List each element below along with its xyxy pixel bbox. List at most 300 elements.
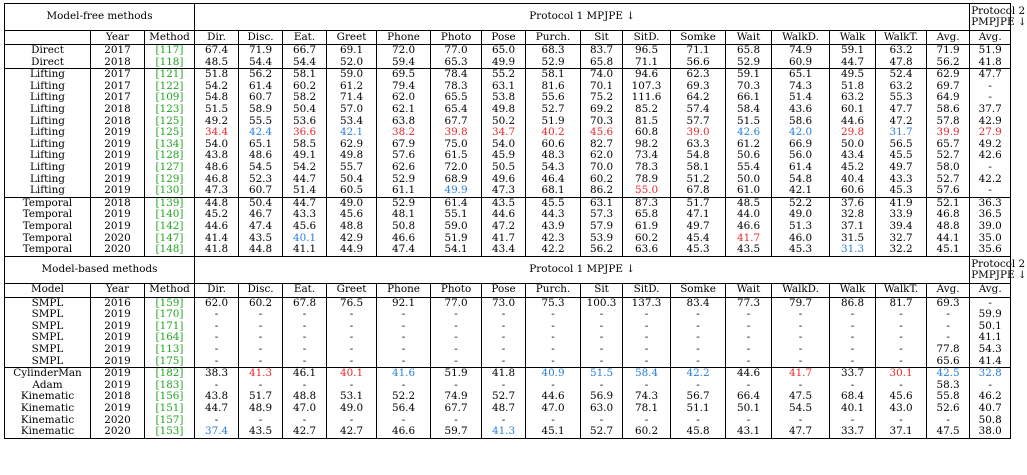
value-cell: 69.3 bbox=[927, 297, 970, 309]
year-cell: 2019 bbox=[91, 174, 145, 186]
value-cell: 72.0 bbox=[377, 45, 431, 57]
model-cell: Lifting bbox=[5, 69, 91, 81]
value-cell: 45.3 bbox=[671, 244, 726, 256]
year-cell: 2019 bbox=[91, 309, 145, 321]
table-row bbox=[5, 403, 1011, 415]
year-cell: 2018 bbox=[91, 116, 145, 128]
value-cell: 62.9 bbox=[927, 69, 970, 81]
value-cell: 56.6 bbox=[671, 57, 726, 69]
value-cell: 41.8 bbox=[970, 57, 1011, 69]
value-cell: 74.9 bbox=[431, 391, 482, 403]
value-cell: - bbox=[327, 344, 377, 356]
value-cell: - bbox=[377, 380, 431, 392]
value-cell: 73.0 bbox=[482, 297, 526, 309]
value-cell: - bbox=[623, 356, 671, 368]
value-cell: - bbox=[876, 380, 927, 392]
model-cell: Lifting bbox=[5, 127, 91, 139]
column-header: Disc. bbox=[239, 283, 283, 297]
citation-cell: [142] bbox=[145, 221, 195, 233]
value-cell: 65.8 bbox=[581, 57, 623, 69]
value-cell: 48.1 bbox=[377, 209, 431, 221]
value-cell: - bbox=[927, 321, 970, 333]
model-cell: Lifting bbox=[5, 185, 91, 197]
value-cell: 46.2 bbox=[970, 391, 1011, 403]
year-cell: 2017 bbox=[91, 45, 145, 57]
value-cell: 37.1 bbox=[876, 426, 927, 438]
value-cell: 60.6 bbox=[830, 185, 876, 197]
citation-cell: [140] bbox=[145, 209, 195, 221]
value-cell: 50.6 bbox=[726, 150, 772, 162]
citation-cell: [129] bbox=[145, 174, 195, 186]
value-cell: 52.0 bbox=[327, 57, 377, 69]
column-header: Avg. bbox=[970, 283, 1011, 297]
value-cell: 78.9 bbox=[623, 174, 671, 186]
value-cell: 43.3 bbox=[876, 174, 927, 186]
value-cell: - bbox=[482, 356, 526, 368]
value-cell: - bbox=[772, 309, 830, 321]
value-cell: 45.5 bbox=[526, 197, 581, 209]
value-cell: 52.7 bbox=[482, 391, 526, 403]
value-cell: 70.3 bbox=[581, 116, 623, 128]
section-title: Model-free methods bbox=[5, 4, 195, 31]
value-cell: 58.1 bbox=[526, 69, 581, 81]
value-cell: 68.3 bbox=[526, 45, 581, 57]
value-cell: 36.5 bbox=[970, 209, 1011, 221]
value-cell: 46.1 bbox=[283, 368, 327, 380]
value-cell: - bbox=[671, 380, 726, 392]
value-cell: 49.1 bbox=[283, 150, 327, 162]
value-cell: 41.6 bbox=[377, 368, 431, 380]
model-cell: Temporal bbox=[5, 244, 91, 256]
value-cell: 51.9 bbox=[431, 233, 482, 245]
value-cell: 57.0 bbox=[327, 104, 377, 116]
value-cell: - bbox=[377, 415, 431, 427]
value-cell: 32.7 bbox=[876, 233, 927, 245]
value-cell: 59.9 bbox=[970, 309, 1011, 321]
value-cell: - bbox=[772, 356, 830, 368]
value-cell: - bbox=[482, 344, 526, 356]
column-header: WalkT. bbox=[876, 31, 927, 45]
value-cell: 55.3 bbox=[876, 92, 927, 104]
value-cell: 44.7 bbox=[830, 57, 876, 69]
column-header: Disc. bbox=[239, 31, 283, 45]
citation-cell: [153] bbox=[145, 426, 195, 438]
value-cell: - bbox=[327, 309, 377, 321]
model-cell: Lifting bbox=[5, 81, 91, 93]
value-cell: - bbox=[623, 332, 671, 344]
value-cell: 54.0 bbox=[195, 139, 239, 151]
column-header-empty bbox=[5, 31, 91, 45]
value-cell: 50.4 bbox=[239, 197, 283, 209]
value-cell: 53.9 bbox=[581, 233, 623, 245]
citation-cell: [125] bbox=[145, 116, 195, 128]
value-cell: 43.1 bbox=[726, 426, 772, 438]
value-cell: 52.7 bbox=[927, 174, 970, 186]
value-cell: 48.6 bbox=[195, 162, 239, 174]
value-cell: 47.0 bbox=[283, 403, 327, 415]
value-cell: 43.5 bbox=[726, 244, 772, 256]
value-cell: 41.7 bbox=[726, 233, 772, 245]
value-cell: 31.7 bbox=[876, 127, 927, 139]
column-header: Purch. bbox=[526, 283, 581, 297]
value-cell: 50.5 bbox=[482, 162, 526, 174]
value-cell: 44.3 bbox=[526, 209, 581, 221]
value-cell: 32.2 bbox=[876, 244, 927, 256]
value-cell: - bbox=[239, 321, 283, 333]
table-row bbox=[5, 426, 1011, 438]
value-cell: 47.0 bbox=[526, 403, 581, 415]
value-cell: 32.8 bbox=[970, 368, 1011, 380]
value-cell: 41.7 bbox=[772, 368, 830, 380]
value-cell: 58.0 bbox=[927, 162, 970, 174]
value-cell: - bbox=[623, 344, 671, 356]
value-cell: 51.3 bbox=[772, 221, 830, 233]
value-cell: - bbox=[623, 321, 671, 333]
value-cell: 44.8 bbox=[239, 244, 283, 256]
value-cell: 48.5 bbox=[195, 57, 239, 69]
value-cell: 82.7 bbox=[581, 139, 623, 151]
value-cell: 29.8 bbox=[830, 127, 876, 139]
model-cell: Kinematic bbox=[5, 426, 91, 438]
value-cell: 44.7 bbox=[283, 174, 327, 186]
value-cell: 67.7 bbox=[431, 403, 482, 415]
value-cell: - bbox=[876, 321, 927, 333]
value-cell: 52.7 bbox=[581, 426, 623, 438]
value-cell: 65.0 bbox=[482, 45, 526, 57]
value-cell: 44.8 bbox=[195, 197, 239, 209]
value-cell: - bbox=[431, 332, 482, 344]
value-cell: - bbox=[526, 356, 581, 368]
year-cell: 2018 bbox=[91, 104, 145, 116]
value-cell: 60.2 bbox=[239, 297, 283, 309]
table-row bbox=[5, 185, 1011, 197]
value-cell: 42.7 bbox=[283, 426, 327, 438]
value-cell: - bbox=[377, 332, 431, 344]
table-row bbox=[5, 104, 1011, 116]
value-cell: - bbox=[970, 297, 1011, 309]
year-cell: 2019 bbox=[91, 185, 145, 197]
value-cell: 77.3 bbox=[726, 297, 772, 309]
value-cell: - bbox=[526, 332, 581, 344]
value-cell: 54.3 bbox=[526, 162, 581, 174]
value-cell: - bbox=[283, 415, 327, 427]
value-cell: 74.3 bbox=[623, 391, 671, 403]
column-header: Greet bbox=[327, 283, 377, 297]
value-cell: - bbox=[772, 415, 830, 427]
value-cell: - bbox=[195, 332, 239, 344]
value-cell: 54.4 bbox=[239, 57, 283, 69]
year-cell: 2017 bbox=[91, 92, 145, 104]
value-cell: - bbox=[239, 309, 283, 321]
value-cell: 48.8 bbox=[327, 221, 377, 233]
value-cell: 35.6 bbox=[970, 244, 1011, 256]
value-cell: 50.4 bbox=[327, 174, 377, 186]
value-cell: - bbox=[283, 332, 327, 344]
value-cell: - bbox=[772, 332, 830, 344]
value-cell: 58.5 bbox=[283, 139, 327, 151]
value-cell: 87.3 bbox=[623, 197, 671, 209]
value-cell: 70.3 bbox=[726, 81, 772, 93]
year-cell: 2019 bbox=[91, 403, 145, 415]
model-cell: Temporal bbox=[5, 197, 91, 209]
value-cell: 44.6 bbox=[726, 368, 772, 380]
value-cell: 45.5 bbox=[876, 150, 927, 162]
value-cell: 39.0 bbox=[671, 127, 726, 139]
value-cell: 47.7 bbox=[970, 69, 1011, 81]
value-cell: 68.9 bbox=[431, 174, 482, 186]
value-cell: - bbox=[726, 309, 772, 321]
year-cell: 2019 bbox=[91, 356, 145, 368]
value-cell: 51.8 bbox=[195, 69, 239, 81]
value-cell: 51.1 bbox=[671, 403, 726, 415]
value-cell: 52.3 bbox=[239, 174, 283, 186]
value-cell: 54.5 bbox=[239, 162, 283, 174]
value-cell: 83.4 bbox=[671, 297, 726, 309]
year-cell: 2019 bbox=[91, 332, 145, 344]
model-cell: Lifting bbox=[5, 116, 91, 128]
column-header-row bbox=[5, 31, 1011, 45]
value-cell: - bbox=[327, 332, 377, 344]
citation-cell: [113] bbox=[145, 344, 195, 356]
value-cell: 74.3 bbox=[772, 81, 830, 93]
value-cell: 55.1 bbox=[431, 209, 482, 221]
value-cell: 63.6 bbox=[623, 244, 671, 256]
column-header: Walk bbox=[830, 31, 876, 45]
value-cell: 45.6 bbox=[581, 127, 623, 139]
value-cell: - bbox=[526, 415, 581, 427]
column-header: Phone bbox=[377, 31, 431, 45]
value-cell: 59.0 bbox=[327, 69, 377, 81]
value-cell: - bbox=[726, 356, 772, 368]
value-cell: 55.4 bbox=[726, 162, 772, 174]
value-cell: - bbox=[327, 321, 377, 333]
year-cell: 2020 bbox=[91, 415, 145, 427]
value-cell: 49.8 bbox=[327, 150, 377, 162]
value-cell: 54.4 bbox=[283, 57, 327, 69]
year-cell: 2019 bbox=[91, 150, 145, 162]
citation-cell: [121] bbox=[145, 69, 195, 81]
value-cell: 37.7 bbox=[970, 104, 1011, 116]
value-cell: 52.9 bbox=[726, 57, 772, 69]
year-cell: 2020 bbox=[91, 426, 145, 438]
value-cell: 45.4 bbox=[671, 233, 726, 245]
value-cell: 51.9 bbox=[526, 116, 581, 128]
value-cell: 83.7 bbox=[581, 45, 623, 57]
column-header: Phone bbox=[377, 283, 431, 297]
citation-cell: [127] bbox=[145, 162, 195, 174]
value-cell: 52.7 bbox=[526, 104, 581, 116]
value-cell: 45.1 bbox=[526, 426, 581, 438]
value-cell: 48.6 bbox=[239, 150, 283, 162]
value-cell: 56.0 bbox=[772, 150, 830, 162]
value-cell: 55.7 bbox=[327, 162, 377, 174]
value-cell: 56.7 bbox=[671, 391, 726, 403]
value-cell: 43.5 bbox=[239, 233, 283, 245]
value-cell: 47.2 bbox=[482, 221, 526, 233]
value-cell: 51.8 bbox=[830, 81, 876, 93]
value-cell: 42.9 bbox=[327, 233, 377, 245]
value-cell: 137.3 bbox=[623, 297, 671, 309]
year-cell: 2019 bbox=[91, 139, 145, 151]
value-cell: 49.0 bbox=[327, 197, 377, 209]
value-cell: - bbox=[671, 415, 726, 427]
value-cell: 57.8 bbox=[927, 116, 970, 128]
value-cell: - bbox=[327, 380, 377, 392]
value-cell: 44.7 bbox=[283, 197, 327, 209]
value-cell: 81.7 bbox=[876, 297, 927, 309]
value-cell: - bbox=[431, 344, 482, 356]
value-cell: 59.0 bbox=[431, 221, 482, 233]
value-cell: - bbox=[772, 380, 830, 392]
value-cell: 45.9 bbox=[482, 150, 526, 162]
model-cell: Lifting bbox=[5, 162, 91, 174]
value-cell: - bbox=[726, 415, 772, 427]
value-cell: 44.6 bbox=[526, 391, 581, 403]
value-cell: 42.5 bbox=[927, 368, 970, 380]
value-cell: 31.3 bbox=[830, 244, 876, 256]
value-cell: 61.1 bbox=[377, 185, 431, 197]
value-cell: - bbox=[927, 309, 970, 321]
value-cell: 70.0 bbox=[581, 162, 623, 174]
year-cell: 2018 bbox=[91, 391, 145, 403]
value-cell: 41.1 bbox=[283, 244, 327, 256]
year-cell: 2020 bbox=[91, 233, 145, 245]
value-cell: 65.1 bbox=[239, 139, 283, 151]
citation-cell: [118] bbox=[145, 57, 195, 69]
year-cell: 2019 bbox=[91, 368, 145, 380]
value-cell: 62.9 bbox=[327, 139, 377, 151]
value-cell: - bbox=[830, 309, 876, 321]
value-cell: 45.3 bbox=[772, 244, 830, 256]
value-cell: - bbox=[671, 309, 726, 321]
value-cell: 42.0 bbox=[772, 127, 830, 139]
column-header: Avg. bbox=[970, 31, 1011, 45]
value-cell: 59.1 bbox=[726, 69, 772, 81]
value-cell: 49.2 bbox=[195, 116, 239, 128]
value-cell: 49.9 bbox=[482, 57, 526, 69]
value-cell: 52.7 bbox=[927, 150, 970, 162]
value-cell: - bbox=[830, 321, 876, 333]
value-cell: 71.9 bbox=[927, 45, 970, 57]
citation-cell: [139] bbox=[145, 197, 195, 209]
citation-cell: [164] bbox=[145, 332, 195, 344]
value-cell: 36.3 bbox=[970, 197, 1011, 209]
value-cell: 62.1 bbox=[377, 104, 431, 116]
value-cell: 40.1 bbox=[830, 403, 876, 415]
value-cell: - bbox=[482, 332, 526, 344]
year-cell: 2018 bbox=[91, 57, 145, 69]
citation-cell: [109] bbox=[145, 92, 195, 104]
value-cell: 58.4 bbox=[623, 368, 671, 380]
column-header: Somke bbox=[671, 283, 726, 297]
value-cell: 46.0 bbox=[772, 233, 830, 245]
value-cell: 51.7 bbox=[671, 197, 726, 209]
value-cell: 41.7 bbox=[482, 233, 526, 245]
value-cell: 62.0 bbox=[581, 150, 623, 162]
value-cell: 54.2 bbox=[195, 81, 239, 93]
value-cell: 62.3 bbox=[671, 69, 726, 81]
value-cell: 66.4 bbox=[726, 391, 772, 403]
value-cell: 42.6 bbox=[970, 150, 1011, 162]
value-cell: 61.9 bbox=[623, 221, 671, 233]
value-cell: - bbox=[970, 81, 1011, 93]
value-cell: 79.4 bbox=[377, 81, 431, 93]
value-cell: 65.8 bbox=[623, 209, 671, 221]
value-cell: - bbox=[327, 356, 377, 368]
value-cell: 48.7 bbox=[482, 403, 526, 415]
value-cell: 38.0 bbox=[970, 426, 1011, 438]
value-cell: - bbox=[772, 321, 830, 333]
protocol2-label-line1: Protocol 2 bbox=[971, 5, 1026, 17]
year-cell: 2018 bbox=[91, 197, 145, 209]
citation-cell: [130] bbox=[145, 185, 195, 197]
value-cell: 54.5 bbox=[772, 403, 830, 415]
year-cell: 2019 bbox=[91, 221, 145, 233]
value-cell: 42.9 bbox=[970, 116, 1011, 128]
value-cell: 47.8 bbox=[876, 57, 927, 69]
value-cell: 54.0 bbox=[482, 139, 526, 151]
value-cell: 61.5 bbox=[431, 150, 482, 162]
value-cell: 51.5 bbox=[581, 368, 623, 380]
citation-cell: [151] bbox=[145, 403, 195, 415]
value-cell: 63.1 bbox=[482, 81, 526, 93]
value-cell: 43.4 bbox=[830, 150, 876, 162]
value-cell: 30.1 bbox=[876, 368, 927, 380]
value-cell: - bbox=[283, 309, 327, 321]
citation-cell: [134] bbox=[145, 139, 195, 151]
model-cell: Lifting bbox=[5, 92, 91, 104]
value-cell: 60.7 bbox=[239, 92, 283, 104]
value-cell: 41.4 bbox=[195, 233, 239, 245]
column-header: Dir. bbox=[195, 283, 239, 297]
value-cell: 73.4 bbox=[623, 150, 671, 162]
value-cell: 45.3 bbox=[876, 185, 927, 197]
value-cell: - bbox=[283, 321, 327, 333]
value-cell: 54.3 bbox=[970, 344, 1011, 356]
model-cell: Temporal bbox=[5, 233, 91, 245]
table-row bbox=[5, 57, 1011, 69]
model-cell: Lifting bbox=[5, 150, 91, 162]
section-title: Model-based methods bbox=[5, 256, 195, 283]
value-cell: 63.1 bbox=[581, 197, 623, 209]
value-cell: 60.9 bbox=[772, 57, 830, 69]
model-cell: Lifting bbox=[5, 139, 91, 151]
citation-cell: [171] bbox=[145, 321, 195, 333]
value-cell: 52.2 bbox=[772, 197, 830, 209]
value-cell: 54.8 bbox=[772, 174, 830, 186]
column-header: WalkT. bbox=[876, 283, 927, 297]
protocol2-header bbox=[970, 4, 1027, 31]
value-cell: 33.9 bbox=[876, 209, 927, 221]
value-cell: 57.4 bbox=[671, 104, 726, 116]
value-cell: 69.5 bbox=[377, 69, 431, 81]
value-cell: - bbox=[239, 356, 283, 368]
value-cell: - bbox=[726, 332, 772, 344]
value-cell: 33.7 bbox=[830, 368, 876, 380]
value-cell: 68.4 bbox=[830, 391, 876, 403]
table-row bbox=[5, 69, 1011, 81]
value-cell: 49.5 bbox=[830, 69, 876, 81]
value-cell: 78.4 bbox=[431, 69, 482, 81]
value-cell: - bbox=[726, 380, 772, 392]
value-cell: - bbox=[970, 92, 1011, 104]
value-cell: 78.3 bbox=[623, 162, 671, 174]
value-cell: 50.8 bbox=[377, 221, 431, 233]
value-cell: - bbox=[431, 415, 482, 427]
value-cell: 60.2 bbox=[581, 174, 623, 186]
value-cell: 60.2 bbox=[623, 426, 671, 438]
value-cell: 46.6 bbox=[377, 233, 431, 245]
